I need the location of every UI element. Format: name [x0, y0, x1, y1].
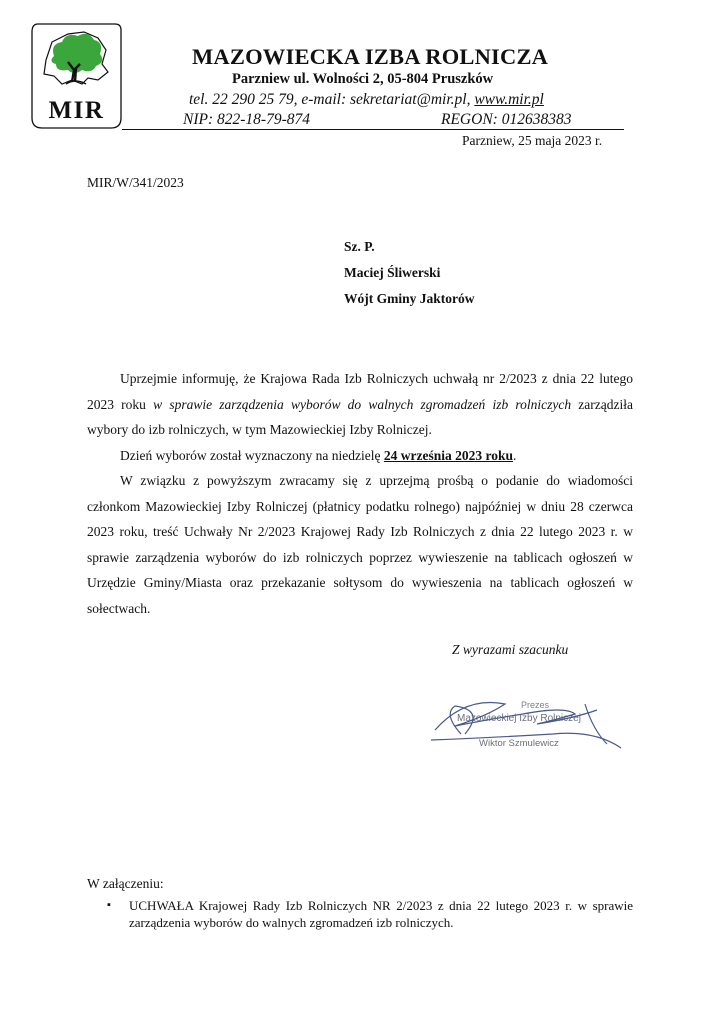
nip-number: NIP: 822-18-79-874 — [183, 111, 310, 128]
p2-start: Dzień wyborów został wyznaczony na niedzielę — [120, 447, 384, 463]
recipient-salutation: Sz. P. — [344, 239, 375, 254]
handwritten-signature — [425, 690, 625, 768]
attachments-label: W załączeniu: — [87, 876, 164, 891]
place-and-date: Parzniew, 25 maja 2023 r. — [462, 133, 603, 148]
organization-address: Parzniew ul. Wolności 2, 05-804 Pruszków — [232, 71, 494, 87]
contact-info — [189, 91, 544, 109]
list-item — [107, 897, 633, 931]
header-divider — [122, 129, 624, 130]
body-paragraph-2 — [87, 443, 633, 469]
p2-end: . — [513, 447, 517, 463]
closing-phrase: Z wyrazami szacunku — [452, 642, 569, 657]
organization-logo — [28, 20, 125, 132]
election-date: 24 września 2023 roku — [383, 447, 514, 463]
stamp-organization: Mazowieckiej Izby Rolniczej — [457, 713, 581, 724]
stamp-title: Prezes — [521, 700, 550, 710]
organization-name: MAZOWIECKA IZBA ROLNICZA — [192, 44, 549, 69]
stamp-name: Wiktor Szmulewicz — [479, 738, 559, 749]
bullet-icon: ▪ — [107, 899, 111, 911]
p1-end: zarządziła wybory do izb rolniczych, w tym Mazowieckiej Izby Rolniczej. — [87, 396, 634, 437]
attachment-text: UCHWAŁA Krajowej Rady Izb Rolniczych NR 2/2023 z dnia 22 lutego 2023 r. w sprawie zarządzenia wyborów do walnych zgromadzeń izb rolniczych. — [129, 898, 633, 930]
reference-number: MIR/W/341/2023 — [87, 175, 184, 190]
tree-map-logo-icon — [28, 20, 125, 132]
recipient-name: Maciej Śliwerski — [344, 265, 441, 280]
contact-phone-email: tel. 22 290 25 79, e-mail: sekretariat@mir.pl, — [189, 91, 475, 108]
regon-number: REGON: 012638383 — [441, 111, 572, 128]
website-link[interactable]: www.mir.pl — [474, 91, 544, 108]
p1-resolution-subject: w sprawie zarządzenia wyborów do walnych zgromadzeń izb rolniczych — [153, 396, 572, 412]
body-paragraph-1 — [87, 366, 633, 443]
recipient-title: Wójt Gminy Jaktorów — [344, 291, 475, 306]
p1-start: Uprzejmie informuję, że Krajowa Rada Izb Rolniczych uchwałą nr 2/2023 z dnia 22 lutego 2023 roku — [87, 371, 633, 412]
logo-text: MIR — [48, 97, 105, 124]
letter-body — [87, 366, 633, 621]
attachments-list — [107, 897, 633, 931]
body-paragraph-3: W związku z powyższym zwracamy się z uprzejmą prośbą o podanie do wiadomości członkom Mazowieckiej Izby Rolniczej (płatnicy podatku rolnego) najpóźniej w dniu 28 czerwca 2023 roku, treść Uchwały Nr 2/2023 Krajowej Rady Izb Rolniczych z dnia 22 lutego 2023 r. w sprawie zarządzenia wyborów do izb rolniczych poprzez wywieszenie na tablicach ogłoszeń w Urzędzie Gminy/Miasta oraz przekazanie sołtysom do wywieszenia na tablicach ogłoszeń w sołectwach. — [87, 473, 633, 616]
signature-stamp — [425, 690, 625, 768]
